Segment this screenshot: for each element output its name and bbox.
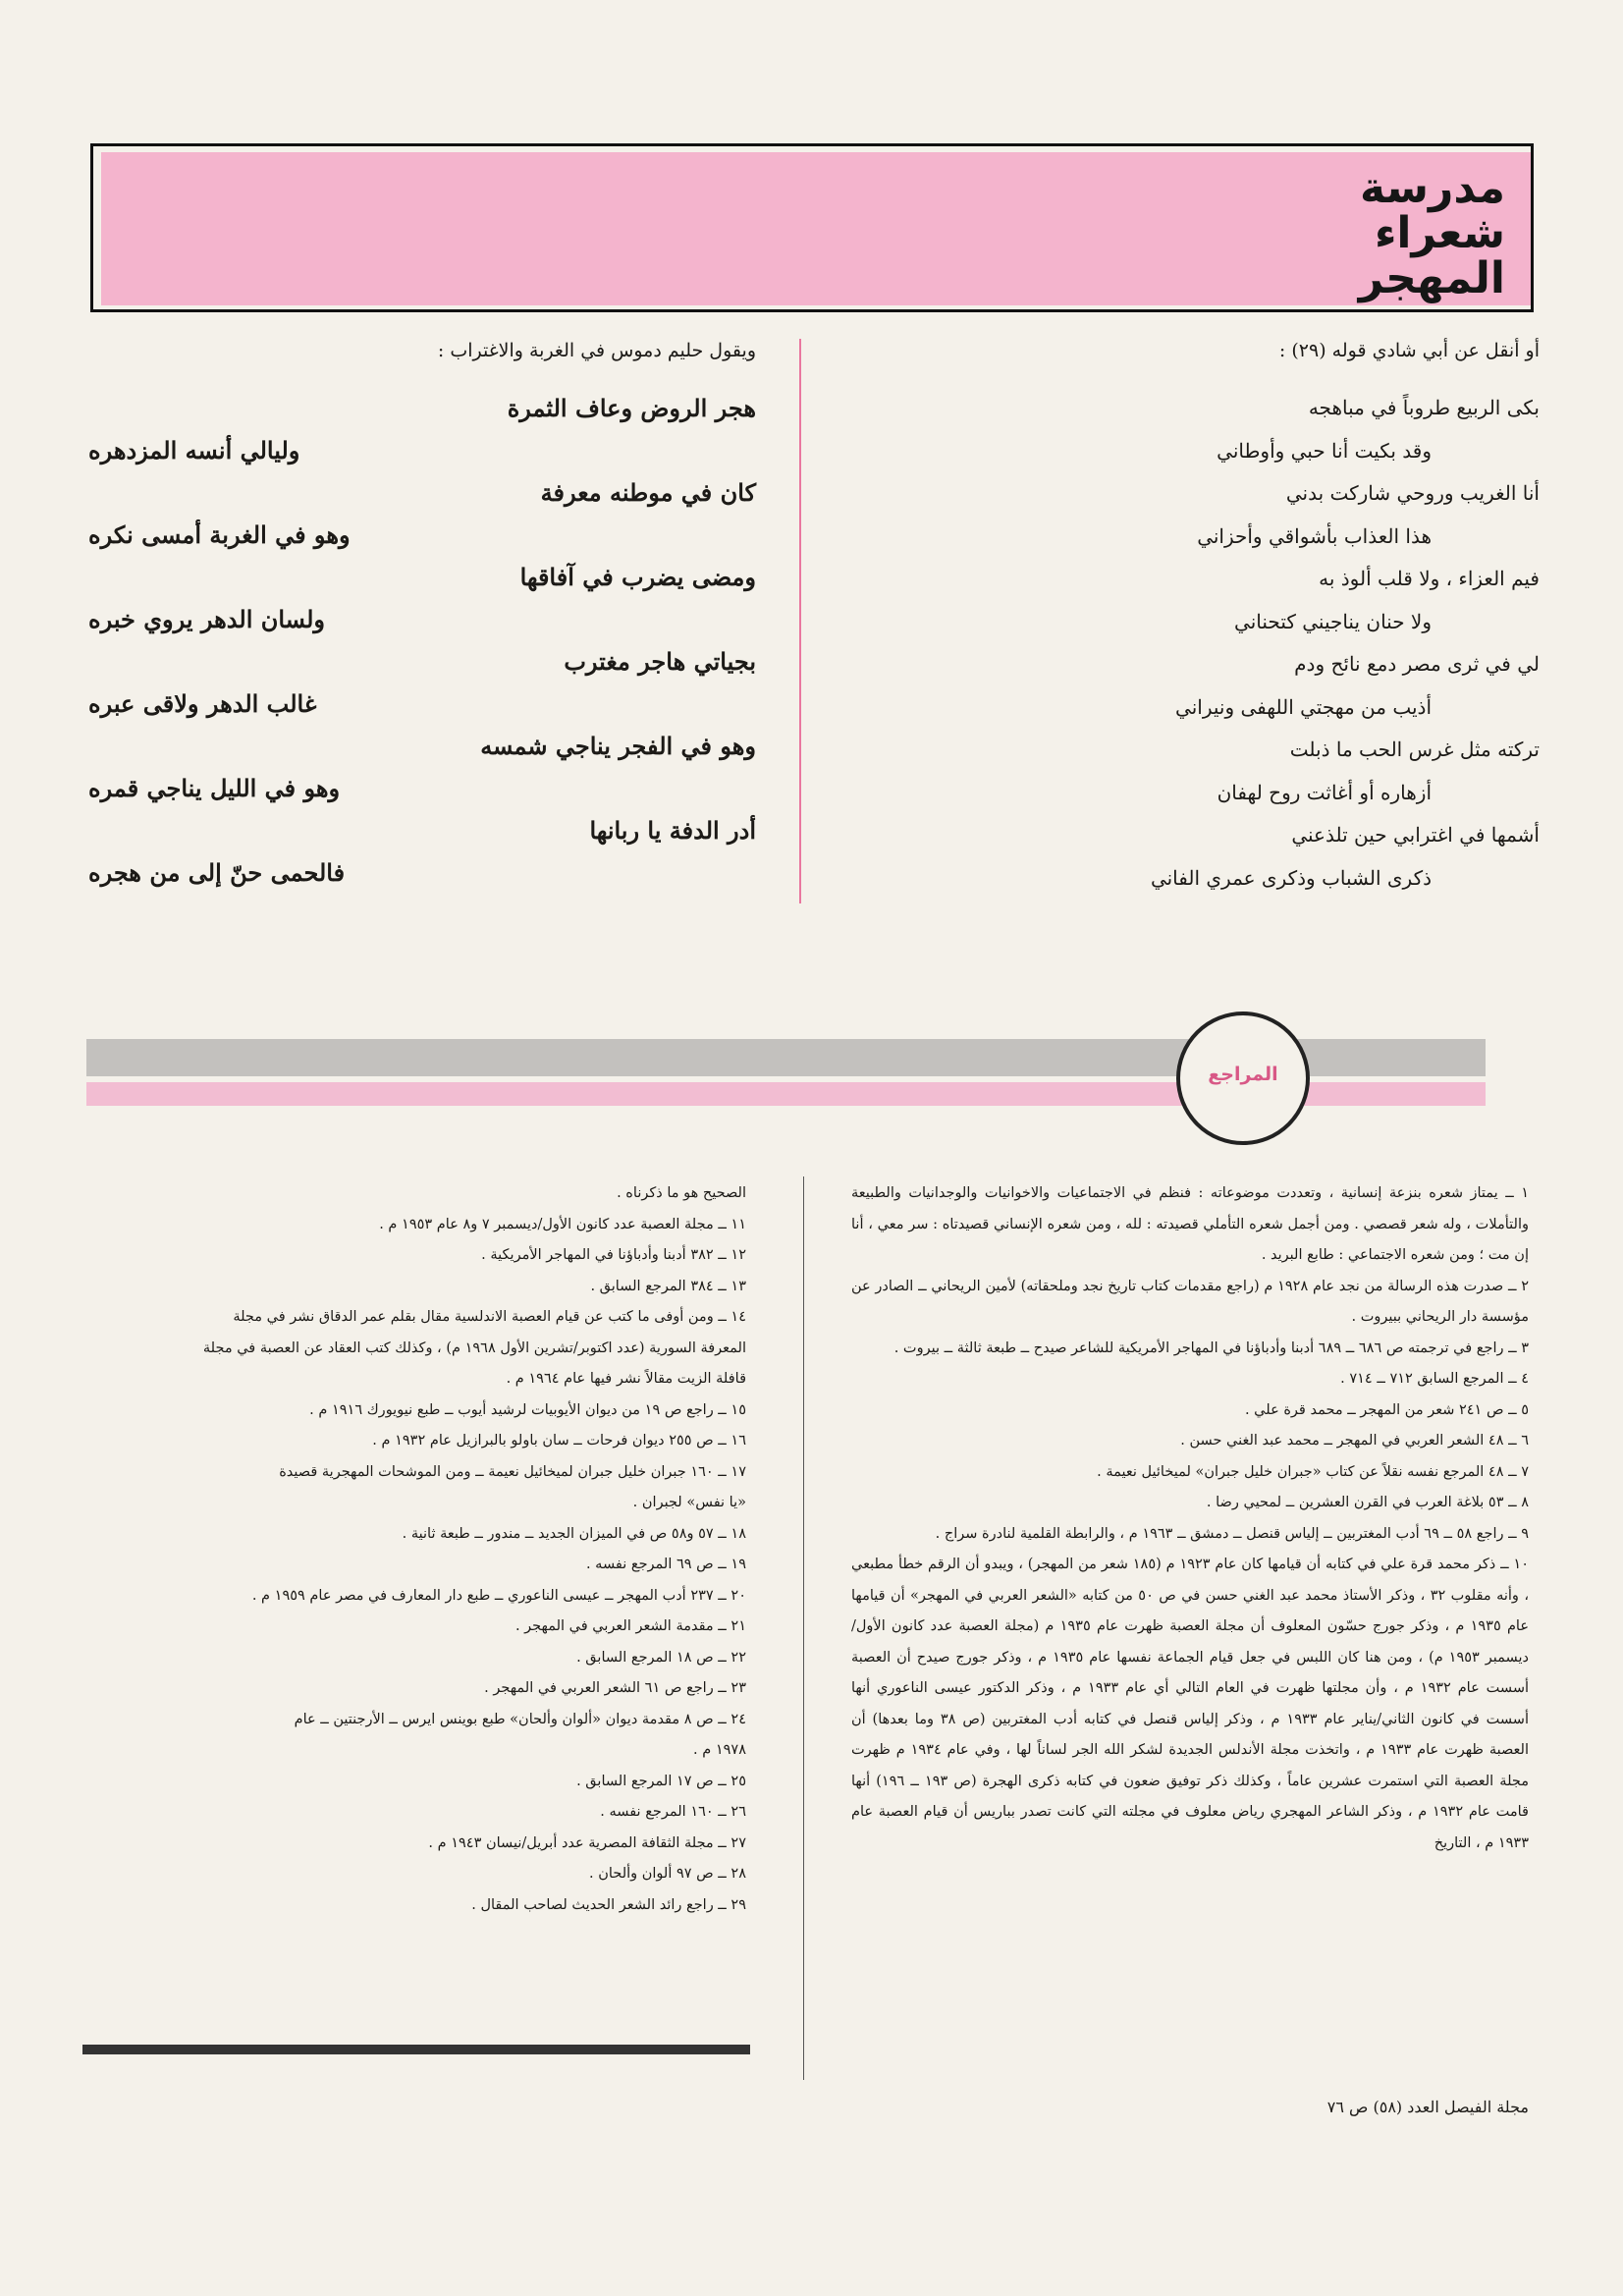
verse-line: ولا حنان يناجيني كتحناني: [1234, 609, 1432, 633]
reference-note: ٢٤ ــ ص ٨ مقدمة ديوان «ألوان وألحان» طبع بوينس ايرس ــ الأرجنتين ــ عام: [294, 1711, 746, 1727]
reference-note: ١٥ ــ راجع ص ١٩ من ديوان الأيوبيات لرشيد أيوب ــ طبع نيويورك ١٩١٦ م .: [309, 1401, 746, 1418]
reference-note: ١٩٧٨ م .: [693, 1742, 746, 1758]
reference-note: ١٩ ــ ص ٦٩ المرجع نفسه .: [585, 1557, 746, 1572]
poem-intro: ويقول حليم دموس في الغربة والاغتراب :: [437, 340, 756, 361]
verse-line: ومضى يضرب في آفاقها: [519, 563, 756, 591]
verse-line: غالب الدهر ولاقى عبره: [88, 689, 317, 718]
verse-line: أزهاره أو أغاثت روح لهفان: [1217, 780, 1432, 804]
verse-line: أشمها في اغترابي حين تلذعني: [1291, 823, 1540, 847]
reference-note: ٢٠ ــ ٢٣٧ أدب المهجر ــ عيسى الناعوري ــ طبع دار المعارف في مصر عام ١٩٥٩ م .: [251, 1587, 746, 1604]
verse-line: تركته مثل غرس الحب ما ذبلت: [1289, 738, 1540, 761]
references-left-column: [90, 1178, 746, 1921]
verse-line: هذا العذاب بأشواقي وأحزاني: [1197, 523, 1432, 548]
verse-line: كان في موطنه معرفة: [540, 478, 756, 507]
reference-note: ٨ ــ ٥٣ بلاغة العرب في القرن العشرين ــ لمحيي رضا .: [1206, 1495, 1529, 1510]
reference-note: ١١ ــ مجلة العصبة عدد كانون الأول/ديسمبر ٧ و٨ عام ١٩٥٣ م .: [379, 1216, 746, 1232]
reference-note: ١٤ ــ ومن أوفى ما كتب عن قيام العصبة الاندلسية مقال بقلم عمر الدقاق نشر في مجلة: [233, 1309, 746, 1325]
reference-note: الصحيح هو ما ذكرناه .: [617, 1185, 746, 1201]
poem-abu-shadi: [818, 334, 1540, 900]
references-heading: المراجع: [1208, 1064, 1278, 1085]
reference-note: ٦ ــ ٤٨ الشعر العربي في المهجر ــ محمد عبد الغني حسن .: [1180, 1433, 1529, 1449]
reference-note: ٢٩ ــ راجع رائد الشعر الحديث لصاحب المقال .: [471, 1896, 746, 1913]
page-footer: مجلة الفيصل العدد (٥٨) ص ٧٦: [1326, 2098, 1529, 2116]
verse-line: بجياتي هاجر مغترب: [564, 647, 756, 676]
verse-line: فالحمى حنّ إلى من هجره: [88, 858, 346, 887]
verse-line: أذيب من مهجتي اللهفى ونيراني: [1175, 694, 1432, 719]
verse-line: ولسان الدهر يروي خبره: [88, 605, 325, 633]
reference-note: ٢٨ ــ ص ٩٧ ألوان وألحان .: [589, 1866, 746, 1882]
verse-line: هجر الروض وعاف الثمرة: [507, 394, 756, 422]
title-banner: [90, 143, 1534, 312]
verse-line: ذكرى الشباب وذكرى عمري الفاني: [1150, 865, 1432, 890]
verse-line: بكى الربيع طروباً في مباهجه: [1308, 396, 1540, 419]
reference-note: ٣ ــ راجع في ترجمته ص ٦٨٦ ــ ٦٨٩ أدبنا وأدباؤنا في المهاجر الأمريكية للشاعر صيدح ــ طبعة ثالثة ــ بيروت .: [893, 1339, 1529, 1356]
reference-note: قافلة الزيت مقالاً نشر فيها عام ١٩٦٤ م .: [506, 1371, 746, 1387]
reference-note: ٥ ــ ص ٢٤١ شعر من المهجر ــ محمد قرة علي .: [1244, 1401, 1529, 1418]
article-title: [1358, 163, 1505, 303]
verse-line: أنا الغريب وروحي شاركت بدني: [1285, 481, 1540, 505]
verse-line: وهو في الليل يناجي قمره: [88, 774, 341, 802]
verse-line: لي في ثرى مصر دمع نائح ودم: [1294, 652, 1540, 676]
poem-halim-dammous: [88, 334, 756, 894]
reference-note: ١٣ ــ ٣٨٤ المرجع السابق .: [590, 1278, 746, 1294]
reference-note: ١٠ ــ ذكر محمد قرة علي في كتابه أن قيامها كان عام ١٩٢٣ م (١٨٥ شعر من المهجر) ، ويبدو أن الرقم خطأ مطبعي ، وأنه مقلوب ٣٢ ، وذكر الأستاذ محمد عبد الغني حسن في ص ٥٠ من كتابه «الشعر العربي في المهجر» أن قيامها عام ١٩٣٥ م ، وذكر جورج حسّون المعلوف أن مجلة العصبة ظهرت عام ١٩٣٥ م (مجلة العصبة عدد كانون الأول/ديسمبر ١٩٥٣ م) ، ومن هنا كان اللبس في جعل قيام الجماعة نفسها عام ١٩٣٥ م ، وذكر جورج صيدح أن العصبة أسست عام ١٩٣٢ م ، وأن مجلتها ظهرت في العام التالي أي عام ١٩٣٣ م ، وذكر الدكتور عيسى الناعوري أنها أسست في كانون الثاني/يناير عام ١٩٣٣ م ، وذكر إلياس قنصل في كتابه أدب المغتربين (ص ٣٨ وما بعدها) أن العصبة ظهرت عام ١٩٣٣ م ، واتخذت مجلة الأندلس الجديدة لشكر الله الجر لساناً لها ، وفي عام ١٩٣٤ م ظهرت مجلة العصبة التي استمرت عشرين عاماً ، وكذلك ذكر توفيق ضعون في كتابه ذكرى الهجرة (ص ١٩٣ ــ ١٩٦) أنها قامت عام ١٩٣٢ م ، وذكر الشاعر المهجري رياض معلوف في مجلته التي كانت تصدر بباريس أن قيام العصبة عام ١٩٣٣ م ، التاريخ: [851, 1557, 1530, 1851]
verse-line: أدر الدفة يا ربانها: [589, 816, 756, 845]
reference-note: ٢١ ــ مقدمة الشعر العربي في المهجر .: [514, 1618, 746, 1634]
reference-note: ٧ ــ ٤٨ المرجع نفسه نقلاً عن كتاب «جبران خليل جبران» لميخائيل نعيمة .: [1097, 1463, 1529, 1480]
reference-note: ٢٢ ــ ص ١٨ المرجع السابق .: [576, 1649, 746, 1666]
title-line: مدرسة: [1360, 163, 1505, 213]
reference-note: ٢ ــ صدرت هذه الرسالة من نجد عام ١٩٢٨ م (راجع مقدمات كتاب تاريخ نجد وملحقاته) لأمين الريحاني ــ الصادر عن مؤسسة دار الريحاني ببيروت .: [851, 1278, 1529, 1325]
verse-line: وليالي أنسه المزدهره: [88, 436, 300, 465]
reference-note: ٢٥ ــ ص ١٧ المرجع السابق .: [576, 1773, 746, 1789]
poem-intro: أو أنقل عن أبي شادي قوله (٢٩) :: [1278, 340, 1540, 361]
title-line: شعراء: [1374, 208, 1505, 258]
reference-note: ٢٧ ــ مجلة الثقافة المصرية عدد أبريل/نيسان ١٩٤٣ م .: [428, 1834, 746, 1851]
title-line: المهجر: [1358, 253, 1505, 303]
poem-divider: [799, 339, 801, 903]
verse-line: فيم العزاء ، ولا قلب ألوذ به: [1319, 567, 1540, 590]
reference-note: ١ ــ يمتاز شعره بنزعة إنسانية ، وتعددت موضوعاته : فنظم في الاجتماعيات والاخوانيات والوجدانيات والطبيعة والتأملات ، وله شعر قصصي . ومن أجمل شعره التأملي قصيدته : لله ، ومن شعره الإنساني قصيدتاه : سر معي ، أنا إن مت ؛ ومن شعره الاجتماعي : طابع البريد .: [851, 1185, 1529, 1263]
reference-note: «يا نفس» لجبران .: [632, 1495, 746, 1510]
reference-note: ١٧ ــ ١٦٠ جبران خليل جبران لميخائيل نعيمة ــ ومن الموشحات المهجرية قصيدة: [279, 1463, 746, 1480]
column-end-rule: [82, 2045, 750, 2054]
verse-line: وهو في الغربة أمسى نكره: [88, 520, 351, 549]
reference-note: ١٨ ــ ٥٧ و٥٨ ص في الميزان الجديد ــ مندور ــ طبعة ثانية .: [402, 1525, 746, 1542]
verse-line: وهو في الفجر يناجي شمسه: [480, 732, 756, 760]
references-divider: [803, 1176, 804, 2080]
reference-note: ١٢ ــ ٣٨٢ أدبنا وأدباؤنا في المهاجر الأمريكية .: [481, 1247, 746, 1263]
reference-note: ٢٣ ــ راجع ص ٦١ الشعر العربي في المهجر .: [484, 1680, 746, 1696]
reference-note: المعرفة السورية (عدد اكتوبر/تشرين الأول ١٩٦٨ م) ، وكذلك كتب العقاد عن العصبة في مجلة: [202, 1339, 746, 1356]
references-right-column: [851, 1178, 1529, 1859]
reference-note: ١٦ ــ ص ٢٥٥ ديوان فرحات ــ سان باولو بالبرازيل عام ١٩٣٢ م .: [372, 1433, 746, 1449]
banner-pink-fill: [101, 152, 1531, 305]
reference-note: ٤ ــ المرجع السابق ٧١٢ ــ ٧١٤ .: [1340, 1371, 1529, 1387]
verse-line: وقد بكيت أنا حبي وأوطاني: [1217, 438, 1432, 463]
reference-note: ٢٦ ــ ١٦٠ المرجع نفسه .: [600, 1804, 746, 1820]
reference-note: ٩ ــ راجع ٥٨ ــ ٦٩ أدب المغتربين ــ إلياس قنصل ــ دمشق ــ ١٩٦٣ م ، والرابطة القلمية لنادرة سراج .: [935, 1525, 1529, 1542]
